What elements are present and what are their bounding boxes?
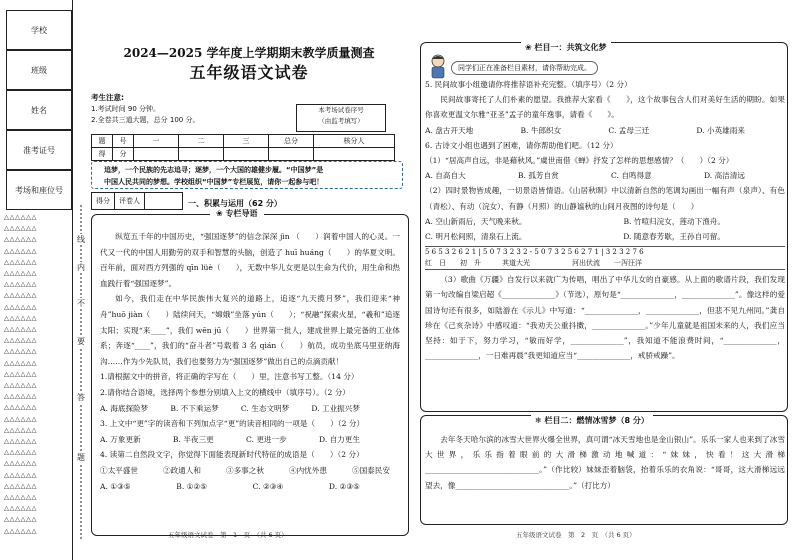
option: C. 孟母三迁 [608, 125, 650, 135]
score-header: 总分 [269, 135, 314, 148]
option: A. 万象更新 [100, 434, 141, 444]
question-6-2: （2）四时景物皆成趣，一切景语皆情语。《山居秋暝》中以清新自然的笔调勾画出一幅有声（泉声）、有色（青松）、有动（浣女）、有静（月照）的山静谧秋的山间月夜图的诗句是（ ） [425, 186, 785, 211]
option: D. 工业振兴梦 [311, 403, 360, 413]
idiom: ④内忧外患 [289, 465, 327, 475]
question-4: 4. 读第二自然段文字，你觉得下面能表现新时代特征的成语是（ ）（2 分） [100, 450, 364, 460]
room-seat-label: 考场和座位号 [15, 185, 63, 195]
option: A. ①③⑤ [100, 481, 131, 491]
seat-number-box[interactable] [296, 104, 386, 132]
option: C. 更进一步 [245, 434, 287, 444]
flower-icon: ❀ [525, 43, 535, 52]
q3-options [100, 432, 400, 448]
exam-title: 五年级语文试卷 [189, 63, 309, 82]
page-footer-left: 五年级语文试卷 第 1 页 （共 6 页） [168, 531, 288, 539]
page-2 [420, 0, 790, 560]
option: C. 生态文明梦 [240, 403, 290, 413]
question-2: 2.请你结合语境，选择两个参想分别填入上文的横线中（填序号）。（2 分） [100, 387, 350, 397]
snowflake-icon: ❄ [535, 416, 545, 425]
section1-title: 一、积累与运用（62 分） [188, 199, 282, 208]
score-cell[interactable] [314, 148, 395, 161]
exam-number-label: 准考证号 [23, 145, 55, 155]
option: C. 明月松间照，清泉石上流。 [425, 232, 527, 242]
binding-char: 线 [77, 235, 85, 244]
triangle-pattern: △△△△△△ △△△△△△ △△△△△△ △△△△△△ △△△△△△ △△△△△△ △△△△△△ △△△△△△ △△△△△△ △△△△△△ △△△△△△ △△△△△△ △△△△△△ △△△△△△ △△△△△△ △△△△△△ △△△△△△ △△△△△△ △△△△△△ △△△△△△ △△△△△△ △△△△△△ △△△△△△ △△△△△△ △△△△△△ △△△△△△ △△△△△△ △△△△△△ △△△△△△ [4, 213, 37, 535]
section1-score-cell[interactable]: 得分 [92, 193, 115, 209]
question-6-3: （3）歌曲《万疆》自发行以来就广为传唱，唱出了中华儿女的自豪感。从上面的歌谱片段，我们发现第一句改编自梁启超《______________》（节选），原句是“______________，______________”。像这样的爱国诗句还有很多，如陆游在《示儿》中写道：“______________，______________，但悲不见九州同。”龚自珍在《己亥杂诗》中感叹道：“我劝天公重抖擞，______________。”少年儿童就是祖国未来的人，我们应当坚持：如于下，努力学习，“敏而好学，______________”，我知道不能浪费时间，“______________，______________，一日难再晨”我更知道应当“______________，戒骄戒躁”。 [425, 275, 785, 361]
exam-notes [91, 92, 200, 126]
idiom: ①太平盛世 [100, 465, 138, 475]
binding-char: 题 [77, 453, 85, 462]
score-cell[interactable] [134, 148, 179, 161]
binding-char: 要 [77, 337, 85, 346]
idiom: ③多事之秋 [226, 465, 264, 475]
column2-text [425, 432, 785, 493]
score-header: 号 [113, 135, 134, 148]
score-row-label: 分 [113, 148, 134, 161]
question-6-1: （1）“居高声自远，非是藉秋风。”虞世南借《蝉》抒发了怎样的思想感情？（ ）（2 分） [425, 156, 734, 166]
name-label: 姓名 [31, 105, 47, 115]
year-title: 2024—2025 学年度上学期期末教学质量测查 [123, 46, 375, 60]
score-table [91, 134, 395, 161]
option: B. ①②⑤ [176, 481, 208, 491]
note-item: 2.全卷共三道大题，总分 100 分。 [91, 116, 200, 124]
q4-idioms [100, 463, 400, 479]
page-1 [88, 0, 410, 560]
column1-tab [521, 42, 611, 53]
guide-text [100, 229, 400, 494]
school-field[interactable] [6, 10, 72, 50]
page-footer-right: 五年级语文试卷 第 2 页 （共 6 页） [516, 531, 636, 539]
q4-options [100, 479, 400, 495]
binding-dotted-line [74, 0, 88, 560]
option: A. 自高自大 [425, 171, 466, 181]
option: B. 牛郎织女 [520, 125, 562, 135]
student-info-sidebar [0, 0, 73, 560]
binding-char: 内 [77, 263, 85, 272]
score-row-label: 得 [92, 148, 113, 161]
guide-para: 如今，我们走在中华民族伟大复兴的道路上，追逐“九天揽月梦”，我们迎来“神舟”huō jiàn（ ）陆续问天，“嫦娥”坐落 yún（ ）；“祝融”探索火星，“羲和”追逐太阳；实现“来____”，我们 wēn jū（ ）世界第一批人，建成世界上最完备的工业体系；奔逐“____”，我们的“奋斗者”号载着 3 名 qián（ ）航员，成功坐底马里亚纳海沟……作为少先队员，我们也要努力为“强国逐梦”做出自己的点滴贡献！ [100, 294, 400, 366]
column1-tab-label: 栏目一：共筑文化梦 [534, 43, 607, 52]
class-field[interactable] [6, 50, 72, 90]
room-seat-field[interactable] [6, 170, 72, 210]
binding-line [74, 0, 88, 560]
score-header: 三 [224, 135, 269, 148]
guide-tab [210, 208, 264, 219]
binding-char: 答 [77, 393, 85, 402]
section1-grader-cell[interactable]: 评卷人 [115, 193, 145, 209]
question-1: 1.请根据文中的拼音，将正确的字写在（ ）里，注意书写工整。（14 分） [100, 372, 359, 382]
question-3: 3. 上文中“更”字的读音和下列加点字“更”的读音相同的一项是（ ）（2 分） [100, 419, 365, 429]
section1-score-box [91, 192, 183, 210]
score-cell[interactable] [224, 148, 269, 161]
music-score [425, 246, 785, 270]
intro-banner [91, 161, 403, 189]
option: D. 随意春芳歇，王孙自可留。 [623, 232, 725, 242]
q6-2-options-cd [425, 229, 785, 244]
option: A. 盘古开天地 [425, 125, 474, 135]
class-label: 班级 [31, 65, 47, 75]
q6-2-options-ab [425, 214, 785, 229]
question-5: 5. 民间故事小组邀请你将推荐语补充完整。（填序号）（2 分） [425, 80, 632, 89]
column2-paragraph: 去年冬天哈尔滨的冰雪大世界火爆全世界，真可谓“冰天雪地也是金山银山”。乐乐一家人也来到了冰雪大世界，乐乐指着眼前的大滑梯激动地喊道：“妹妹，快看！这大滑梯______________________________。”（作比较）妹妹歪着脑袋，抬着乐乐的衣角说：“哥哥，这大滑梯远远望去，像______________________________。”（打比方） [425, 435, 785, 490]
guide-tab-label: 专栏导语 [225, 209, 258, 218]
option: B. 孤芳自赏 [517, 171, 559, 181]
option: A. 空山新雨后，天气晚来秋。 [425, 216, 527, 226]
score-header: 一 [134, 135, 179, 148]
seat-box-line1: 本考场试卷序号 [318, 106, 364, 114]
column1-text [425, 77, 785, 363]
name-field[interactable] [6, 90, 72, 130]
guide-para: 纵览五千年的中国历史，“强国逐梦”的信念深深 jìn （ ）润着中国人的心灵。一代又一代的中国人用勤劳的双手和智慧的头脑，创造了 huī huáng（ ）的华夏文明。百年前，面对西方列强的 qīn lüè（ ），无数中华儿女更是以生命为代价，用生命和热血践行着“强国逐梦”。 [100, 232, 400, 288]
idiom: ⑤国泰民安 [352, 465, 390, 475]
option: C. ②③④ [252, 481, 284, 491]
option: A. 海底探险梦 [100, 403, 149, 413]
music-lyrics: 红 日 初 升 其道大光 河出伏流 一泻汪洋 [425, 259, 642, 268]
option: D. 高洁清远 [703, 171, 745, 181]
question-6: 6. 古诗文小组也遇到了困难，请你帮助他们吧。（12 分） [425, 140, 618, 150]
q5-options [425, 123, 785, 138]
seat-box-line2: （由监考填写） [318, 117, 364, 125]
q6-1-options [425, 168, 785, 183]
student-icon [427, 53, 449, 79]
option: B. 半夜三更 [172, 434, 214, 444]
music-notes: 5 6 5 3 2 6 2 1 | 5 0 7 3 2 3 2 - 5 0 7 3 2 5 6 2 7 1 | 3 2 3 2 7 6 [425, 248, 644, 257]
score-cell[interactable] [269, 148, 314, 161]
option: B. 不下乘运梦 [170, 403, 219, 413]
option: C. 自鸣得意 [610, 171, 652, 181]
banner-line2: 中国人民共同的梦想。学校组织“中国梦”专栏展览，请你一起参与吧！ [104, 178, 324, 186]
note-item: 1.考试时间 90 分钟。 [91, 105, 161, 113]
option: D. 小英雄雨来 [696, 125, 745, 135]
guide-frame [91, 209, 409, 536]
idiom: ②政通人和 [163, 465, 201, 475]
score-cell[interactable] [179, 148, 224, 161]
q2-options [100, 401, 400, 417]
option: D. ②③⑤ [328, 481, 360, 491]
school-label: 学校 [31, 25, 47, 35]
notes-heading: 考生注意: [91, 93, 124, 102]
column2-frame [420, 415, 788, 525]
binding-char: 不 [77, 299, 85, 308]
column1-frame [420, 42, 788, 412]
option: D. 自力更生 [318, 434, 360, 444]
score-header: 核分人 [314, 135, 395, 148]
exam-number-field[interactable] [6, 130, 72, 170]
q5-text: 民间故事寄托了人们朴素的愿望。我推荐大家看《 》，这个故事包含人们对美好生活的期盼。如果你喜欢更温文尔雅“亚圣”孟子的童年逸事，请看《 》。 [425, 95, 785, 120]
flower-icon: ❀ [216, 209, 226, 218]
column2-tab-label: 栏目二：燃情冰雪梦（8 分） [544, 416, 649, 425]
banner-line1: 追梦，一个民族的先志追寻；逐梦，一个大国的雄健步履。“中国梦”是 [104, 166, 324, 174]
speech-bubble: 同学们正在准备栏目素材，请你帮助完成。 [451, 61, 598, 75]
score-header: 二 [179, 135, 224, 148]
column2-tab [531, 415, 653, 426]
option: B. 竹喧归浣女，莲动下渔舟。 [623, 216, 725, 226]
score-header: 题 [92, 135, 113, 148]
